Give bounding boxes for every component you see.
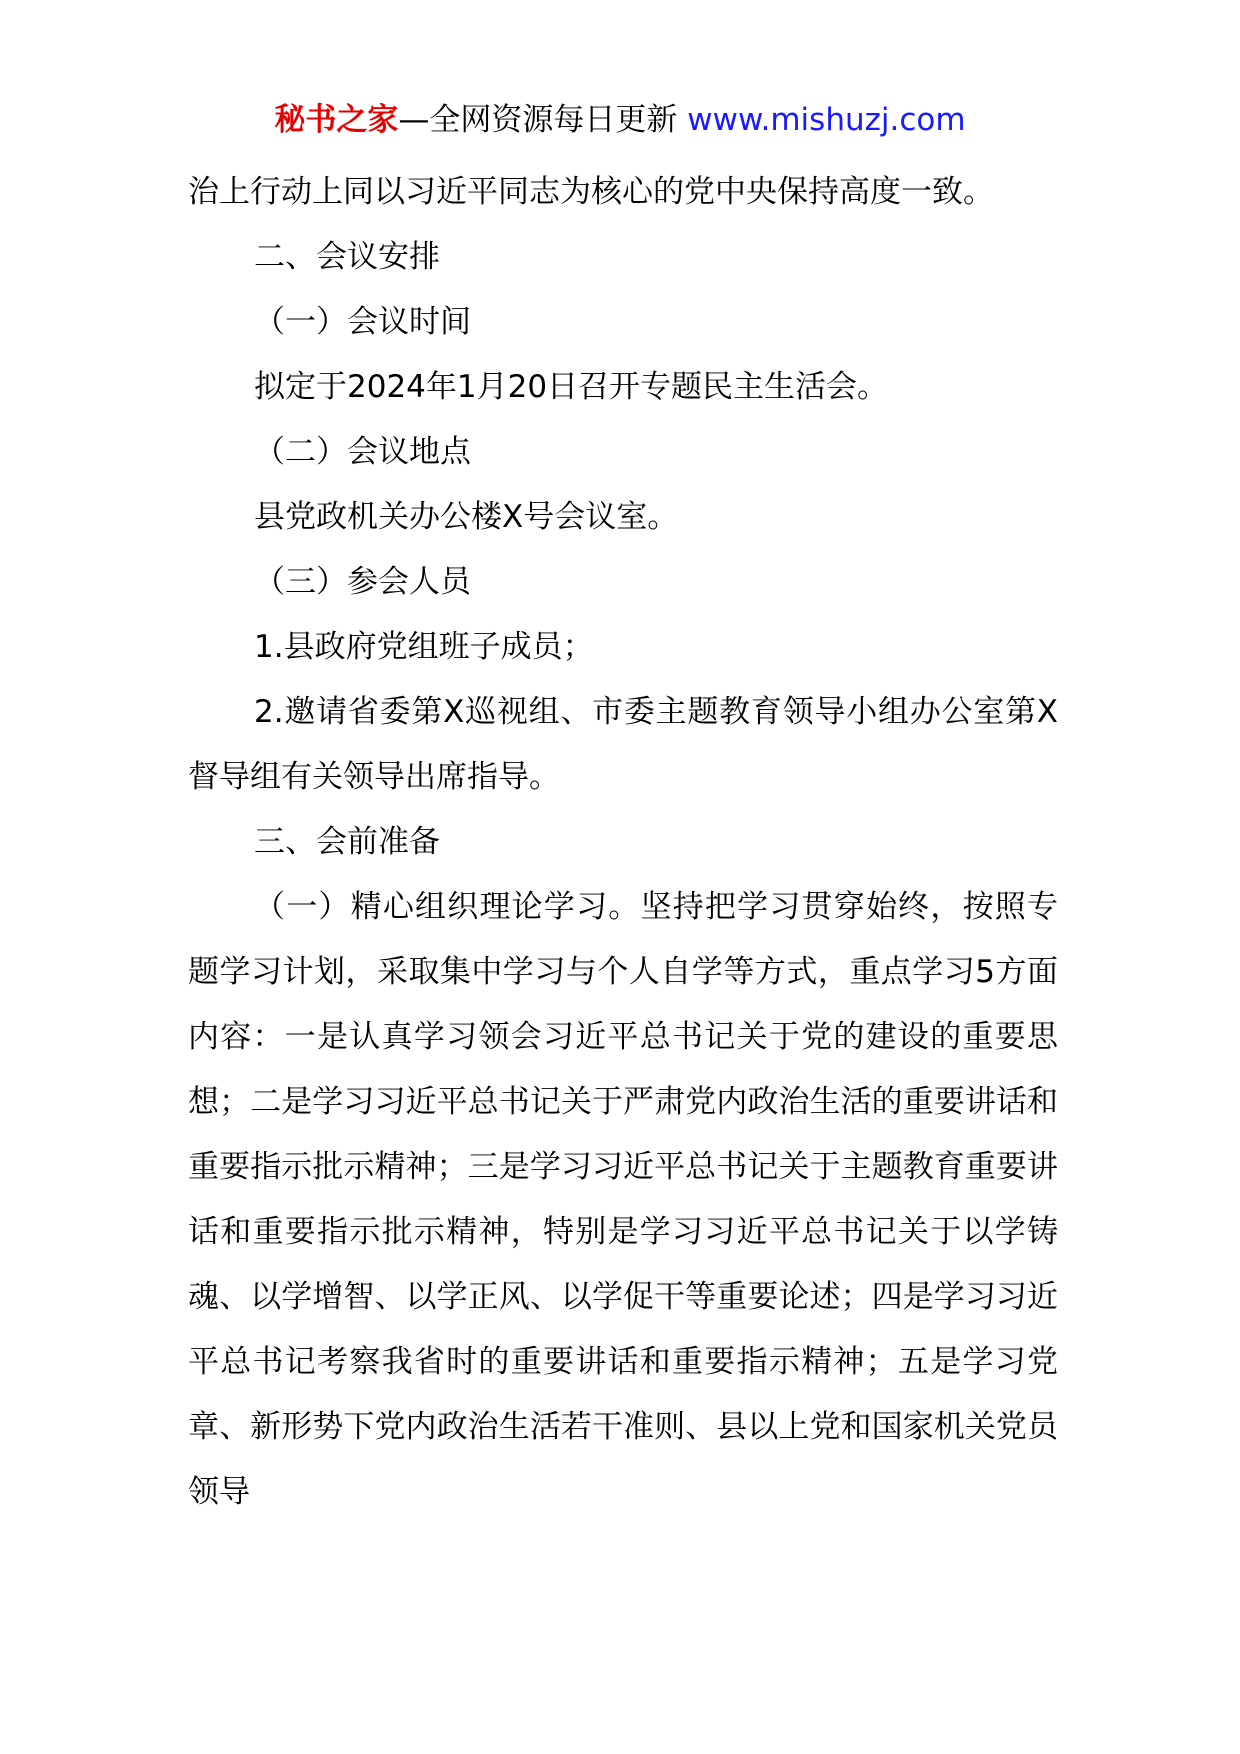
subheading-attendees: （三）参会人员 — [254, 564, 471, 600]
paragraph-theory-study: （一）精心组织理论学习。坚持把学习贯穿始终，按照专题学习计划，采取集中学习与个人自学等方式，重点学习5方面内容：一是认真学习领会习近平总书记关于党的建设的重要思想；二是学习习近平总书记关于严肃党内政治生活的重要讲话和重要指示批示精神；三是学习习近平总书记关于主题教育重要讲话和重要指示批示精神，特别是学习习近平总书记关于以学铸魂、以学增智、以学正风、以学促干等重要论述；四是学习习近平总书记考察我省时的重要讲话和重要指示精神；五是学习党章、新形势下党内政治生活若干准则、县以上党和国家机关党员领导 — [188, 889, 1058, 1510]
section-heading-preparation: 三、会前准备 — [254, 824, 440, 860]
subheading-meeting-time: （一）会议时间 — [254, 304, 471, 340]
list-item-attendee-2: 2.邀请省委第X巡视组、市委主题教育领导小组办公室第X督导组有关领导出席指导。 — [188, 694, 1058, 795]
paragraph-meeting-location: 县党政机关办公楼X号会议室。 — [254, 499, 679, 535]
subheading-meeting-location: （二）会议地点 — [254, 434, 471, 470]
section-heading-arrangements: 二、会议安排 — [254, 239, 440, 275]
paragraph-meeting-time: 拟定于2024年1月20日召开专题民主生活会。 — [254, 369, 889, 405]
site-url-link[interactable]: www.mishuzj.com — [687, 102, 966, 138]
site-brand: 秘书之家 — [274, 102, 399, 138]
site-header — [0, 98, 1240, 142]
site-tagline: —全网资源每日更新 — [398, 102, 678, 138]
list-item-attendee-1: 1.县政府党组班子成员； — [254, 629, 594, 665]
paragraph-continuation: 治上行动上同以习近平同志为核心的党中央保持高度一致。 — [188, 174, 994, 210]
document-body — [188, 160, 1058, 1525]
